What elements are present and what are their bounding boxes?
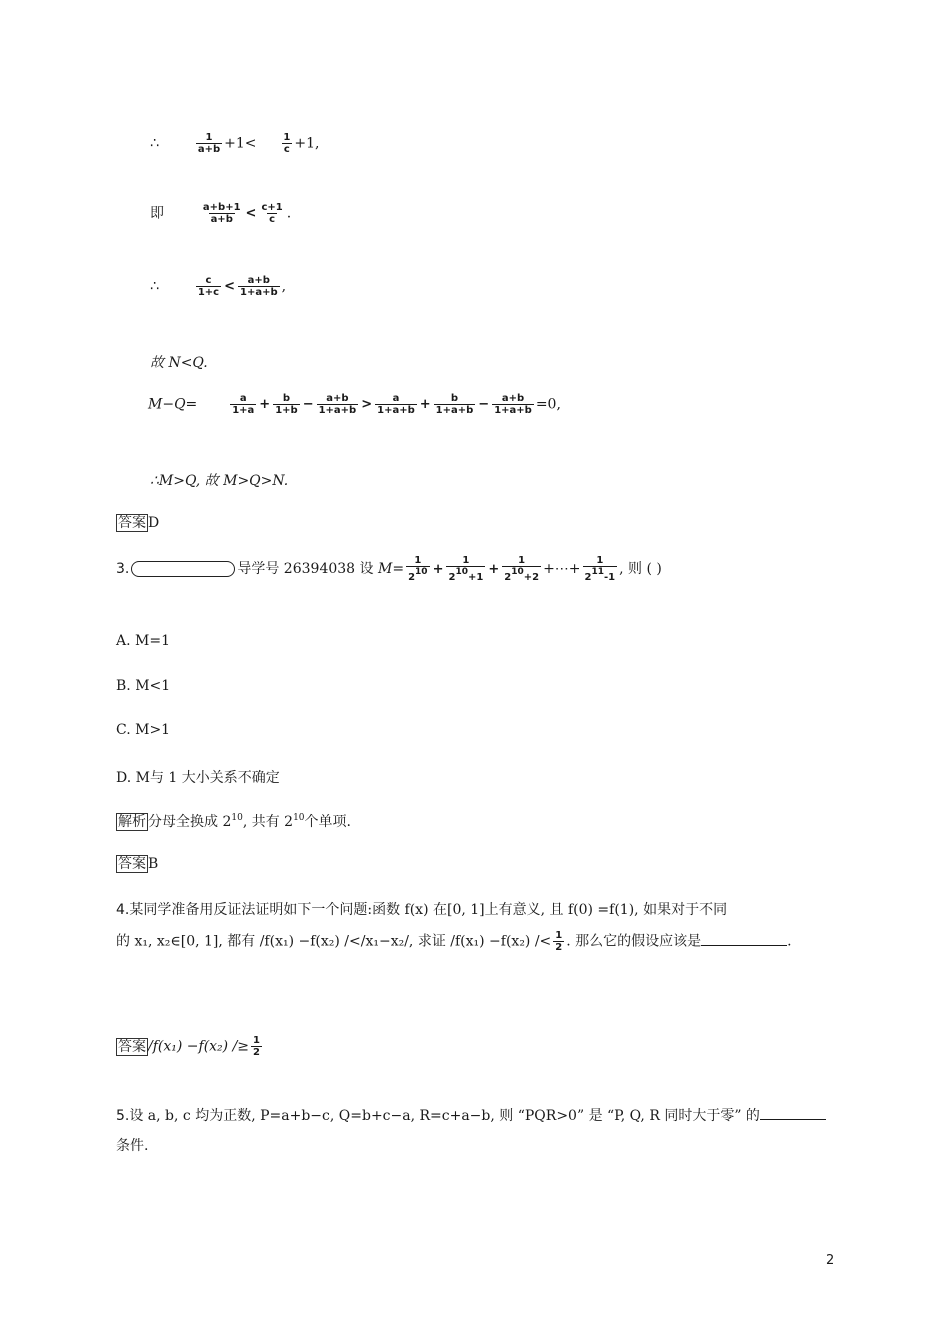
step-line-2: 即 $\frac{a+b+1}{a+b}$ < $\frac{c+1}{c}$ . [150, 202, 292, 225]
answer-value: B [148, 856, 159, 872]
step-line-5: M−Q= $\frac{a}{1+a}$ + $\frac{b}{1+b}$ − $\frac{a+b}{1+a+b}$ > $\frac{a}{1+a+b}$ + $\frac{b}{1+a+b}$ − $\frac{a+b}{1+a+b}$ =0, [148, 393, 561, 416]
answer-label: 答案 [118, 515, 146, 531]
therefore-symbol: ∴ [150, 135, 159, 152]
answer-label: 答案 [118, 1038, 146, 1055]
fraction: $\frac{a+b}{1+a+b}$ [318, 393, 357, 416]
answer-label: 答案 [118, 856, 146, 872]
question-5-line-1: 5.设 a, b, c 均为正数, P=a+b−c, Q=b+c−a, R=c+a−b, 则 “PQR>0” 是 “P, Q, R 同时大于零” 的 [116, 1105, 826, 1125]
fraction: $\frac{c}{1+c}$ [197, 275, 220, 298]
fraction: $\frac{1}{210+2}$ [504, 555, 540, 583]
answer-blank[interactable] [760, 1119, 826, 1120]
option-a: A. M=1 [116, 633, 170, 649]
answer-q2 [116, 514, 159, 532]
question-3: 3. 导学号 26394038 设 M= $\frac{1}{210}$ + $\frac{1}{210+1}$ + $\frac{1}{210+2}$ +⋯+ $\frac{1}{211-1}$ , 则 ( ) [116, 555, 662, 583]
step-line-1: ∴ $\frac{1}{a+b}$ +1< $\frac{1}{c}$ +1, [150, 132, 320, 155]
fraction: $\frac{1}{211-1}$ [584, 555, 616, 583]
question-number: 3. [116, 561, 130, 577]
question-5-line-2: 条件. [116, 1138, 149, 1154]
fraction: $\frac{a}{1+a+b}$ [377, 393, 415, 416]
fraction: $\frac{a+b}{1+a+b}$ [494, 393, 532, 416]
fraction: $\frac{1}{210}$ [408, 555, 428, 583]
step-line-6: ∴M>Q, 故 M>Q>N. [150, 473, 289, 489]
ji-label: 即 [150, 205, 164, 222]
option-b: B. M<1 [116, 678, 171, 694]
guide-box [131, 561, 235, 577]
fraction: $\frac{1}{c}$ [283, 132, 291, 155]
answer-blank[interactable] [701, 945, 787, 946]
answer-q4: 答案 /f(x₁) −f(x₂) /≥ $\frac{1}{2}$ [118, 1035, 260, 1058]
option-c: C. M>1 [116, 722, 171, 738]
fraction: $\frac{a+b}{1+a+b}$ [240, 275, 278, 298]
step-line-3: ∴ $\frac{c}{1+c}$ < $\frac{a+b}{1+a+b}$ , [150, 275, 287, 298]
analysis-label: 解析 [118, 814, 146, 830]
fraction: $\frac{b}{1+b}$ [275, 393, 298, 416]
m-minus-q-label: M−Q= [148, 396, 198, 413]
therefore-symbol: ∴ [150, 278, 159, 295]
question-4-line-1: 4.某同学准备用反证法证明如下一个问题:函数 f(x) 在[0, 1]上有意义, 且 f(0) =f(1), 如果对于不同 [116, 902, 728, 918]
fraction: $\frac{1}{a+b}$ [197, 132, 221, 155]
guide-text: 导学号 26394038 设 [237, 561, 374, 577]
option-d: D. M与 1 大小关系不确定 [116, 770, 280, 786]
answer-q3 [116, 855, 158, 873]
fraction: $\frac{c+1}{c}$ [261, 202, 283, 225]
page-number: 2 [826, 1253, 835, 1268]
fraction: $\frac{1}{210+1}$ [448, 555, 484, 583]
analysis-q3: 解析 分母全换成 $2^{10}$, 共有 $2^{10}$个单项. [118, 813, 351, 830]
fraction: $\frac{a}{1+a}$ [232, 393, 255, 416]
fraction: $\frac{b}{1+a+b}$ [435, 393, 474, 416]
answer-value: D [148, 515, 160, 531]
question-number: 5. [116, 1108, 130, 1124]
fraction: $\frac{1}{2}$ [253, 1035, 260, 1058]
question-4-line-2: 的 x₁, x₂∈[0, 1], 都有 /f(x₁) −f(x₂) /</x₁−x₂/, 求证 /f(x₁) −f(x₂) /< $\frac{1}{2}$ . 那么它的假设应该是 . [116, 930, 792, 953]
fraction: $\frac{1}{2}$ [555, 930, 563, 953]
question-number: 4. [116, 902, 130, 918]
fraction: $\frac{a+b+1}{a+b}$ [202, 202, 241, 225]
step-line-4: 故 N<Q. [150, 355, 208, 371]
